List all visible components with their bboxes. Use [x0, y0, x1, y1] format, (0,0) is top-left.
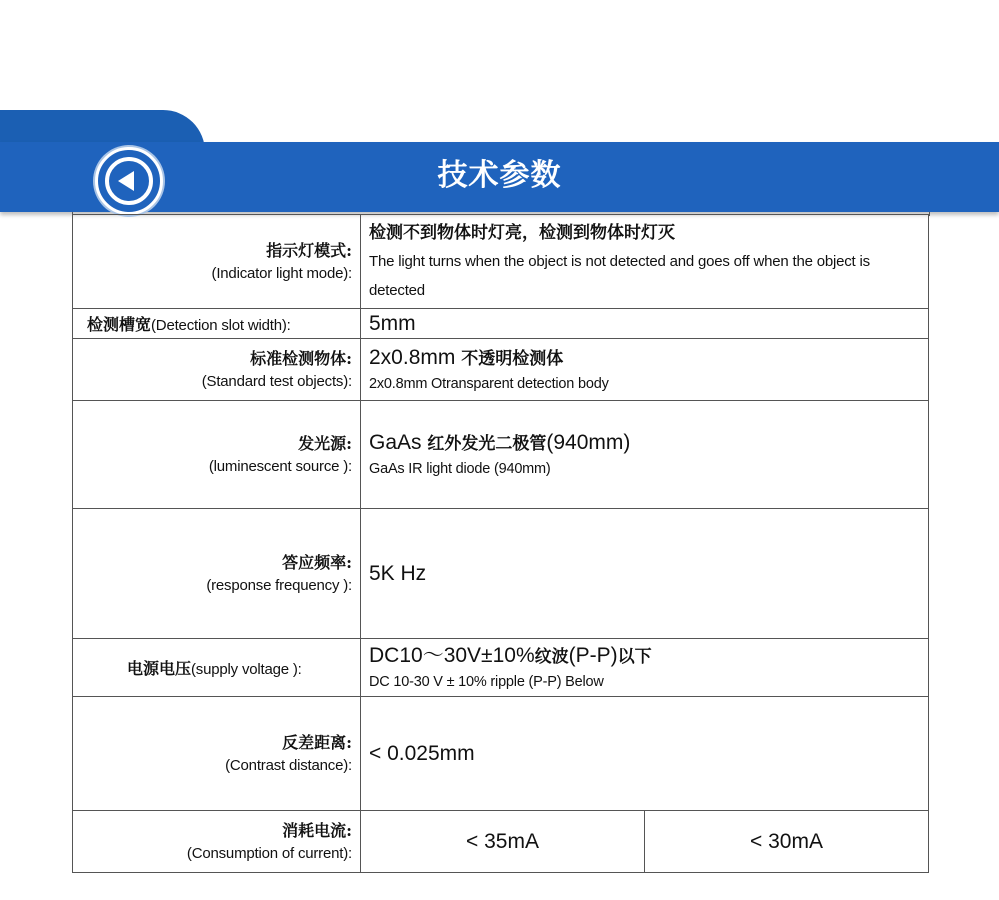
label-en: (luminescent source ):: [208, 457, 352, 475]
table-row: [73, 401, 929, 509]
label-en: (Indicator light mode):: [211, 264, 352, 282]
row-value-a: < 35mA: [361, 811, 645, 873]
label-zh: 答应频率:: [282, 552, 352, 572]
row-label: [73, 309, 361, 339]
label-zh: 检测槽宽: [87, 315, 152, 334]
label-en: (Standard test objects):: [201, 372, 352, 390]
value-zh: 不透明检测体: [461, 349, 564, 369]
label-zh: 消耗电流:: [282, 820, 352, 840]
row-label: [73, 639, 361, 697]
value-main: 5K Hz: [369, 561, 427, 585]
row-value: [361, 509, 929, 639]
value-zh: 纹波: [534, 647, 569, 667]
label-zh: 反差距离:: [282, 732, 352, 752]
row-label: [73, 811, 361, 873]
row-label: [73, 509, 361, 639]
page-title: 技术参数: [437, 158, 562, 193]
value-en: The light turns when the object is not detected and goes off when the object is detected: [369, 252, 870, 299]
row-value: [361, 401, 929, 509]
value-main-suffix: (940mm): [546, 431, 631, 454]
row-label: [73, 339, 361, 401]
label-en: (Consumption of current):: [186, 844, 352, 862]
label-en: (response frequency ):: [206, 576, 352, 594]
label-en: (Detection slot width):: [151, 317, 291, 334]
table-row: [73, 215, 929, 309]
label-zh: 标准检测物体:: [250, 348, 352, 368]
value-main-prefix: GaAs: [369, 431, 422, 454]
table-row: [73, 639, 929, 697]
row-label: [73, 215, 361, 309]
table-row: [73, 509, 929, 639]
row-value: [361, 639, 929, 697]
value-zh: 红外发光二极管: [427, 434, 547, 454]
value-main: 5mm: [369, 311, 416, 335]
label-zh: 发光源:: [298, 433, 352, 453]
row-value-b: < 30mA: [645, 811, 929, 873]
value-main: < 0.025mm: [369, 741, 475, 765]
back-button[interactable]: [95, 147, 163, 215]
value-zh-suffix: 以下: [617, 647, 652, 667]
row-value: [361, 697, 929, 811]
value-en: GaAs IR light diode (940mm): [369, 461, 551, 477]
label-zh: 指示灯模式:: [266, 240, 352, 260]
value-main: 2x0.8mm: [369, 346, 456, 369]
value-main-suffix: (P-P): [568, 644, 618, 667]
value-main: DC10～30V±10%: [369, 644, 535, 667]
label-en: (Contrast distance):: [225, 756, 352, 774]
row-value: [361, 215, 929, 309]
label-zh: 电源电压: [127, 659, 192, 678]
back-arrow-icon: [98, 150, 160, 212]
value-en: 2x0.8mm Otransparent detection body: [369, 376, 609, 392]
label-en: (supply voltage ):: [191, 661, 302, 678]
value-zh: 检测不到物体时灯亮，检测到物体时灯灭: [369, 222, 675, 243]
row-label: [73, 697, 361, 811]
table-row: [73, 339, 929, 401]
table-row: [73, 697, 929, 811]
table-row: [73, 309, 929, 339]
value-en: DC 10-30 V ± 10% ripple (P-P) Below: [369, 674, 604, 690]
table-row: [73, 811, 929, 873]
row-value: [361, 339, 929, 401]
row-label: [73, 401, 361, 509]
spec-table: [72, 214, 929, 873]
row-value: [361, 309, 929, 339]
